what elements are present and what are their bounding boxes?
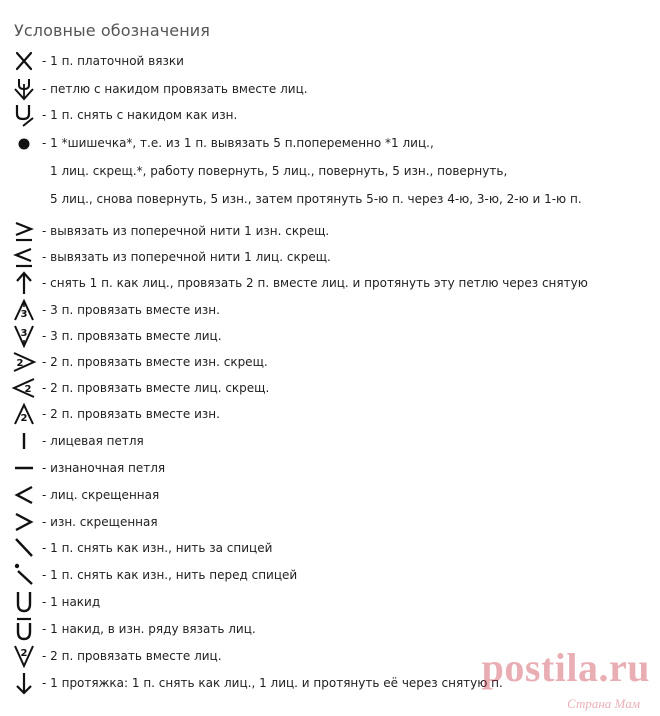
svg-text:3: 3 [20,328,28,339]
legend-item-text: - 1 п. платочной вязки [42,54,184,68]
legend-item [10,244,331,270]
three-together-purl-icon [10,297,38,323]
legend-item-text: - изн. скрещенная [42,515,158,529]
legend-item [10,270,588,296]
legend-item-text: - 1 накид [42,595,101,609]
svg-text:2: 2 [20,648,28,659]
purl-twisted-increase-icon [10,218,38,244]
legend-item-text: - 2 п. провязать вместе лиц. скрещ. [42,381,270,395]
legend-item-text: - 2 п. провязать вместе изн. [42,407,220,421]
legend-item-text: - 2 п. провязать вместе лиц. [42,649,222,663]
legend-item-text: - петлю с накидом провязать вместе лиц. [42,82,308,96]
legend-item [10,130,434,156]
legend-item [10,297,220,323]
purl-twisted-angle-icon [10,509,38,535]
postila-watermark: postila.ru [481,645,650,690]
legend-item [10,670,503,696]
legend-item [10,616,256,642]
legend-item [10,218,329,244]
slip-with-yarnover-purlwise-icon [10,102,38,128]
slip-yarn-back-icon [10,535,38,561]
yarnover-icon [10,589,38,615]
page-title: Условные обозначения [14,21,211,40]
legend-item-text: - 1 протяжка: 1 п. снять как лиц., 1 лиц. и протянуть её через снятую п. [42,676,503,690]
three-together-knit-icon [10,323,38,349]
legend-item [10,375,269,401]
two-together-purl-twisted-icon [10,349,38,375]
crossed-stitch-x-icon [10,48,38,74]
legend-item-text: - лиц. скрещенная [42,488,160,502]
legend-item [10,401,220,427]
legend-item [10,589,100,615]
legend-item [10,535,272,561]
legend-item-text: - 1 п. снять как изн., нить за спицей [42,541,273,555]
loop-with-yarnover-knit-together-icon [10,76,38,102]
knit-twisted-angle-icon [10,482,38,508]
legend-item [10,349,268,375]
legend-item-text: - изнаночная петля [42,461,166,475]
legend-item-text: - 3 п. провязать вместе лиц. [42,329,222,343]
two-together-purl-icon [10,401,38,427]
legend-item-text: - 1 п. снять как изн., нить перед спицей [42,568,298,582]
svg-text:2: 2 [20,413,28,424]
legend-item [10,76,308,102]
knit-twisted-increase-icon [10,244,38,270]
legend-item-text: - вывязать из поперечной нити 1 изн. скрещ. [42,224,330,238]
legend-item-text: - лицевая петля [42,434,144,448]
svg-text:2: 2 [24,384,32,395]
legend-item [10,482,159,508]
legend-item [10,509,158,535]
svg-text:3: 3 [20,309,28,320]
legend-item [10,643,222,669]
two-together-knit-twisted-icon [10,375,38,401]
strana-mam-watermark: Страна Мам [567,696,640,711]
legend-item-text: - снять 1 п. как лиц., провязать 2 п. вместе лиц. и протянуть эту петлю через снятую [42,276,588,290]
bobble-continuation-line: 5 лиц., снова повернуть, 5 изн., затем протянуть 5-ю п. через 4-ю, 3-ю, 2-ю и 1-ю п. [50,192,582,206]
legend-item-text: - 1 *шишечка*, т.е. из 1 п. вывязать 5 п.попеременно *1 лиц., [42,136,434,150]
legend-item [10,455,165,481]
purl-stitch-dash-icon [10,455,38,481]
legend-item-text: - вывязать из поперечной нити 1 лиц. скрещ. [42,250,331,264]
svg-text:2: 2 [16,358,24,369]
legend-item-text: - 1 накид, в изн. ряду вязать лиц. [42,622,256,636]
elongated-stitch-arrow-icon [10,670,38,696]
legend-item [10,428,144,454]
slip-yarn-front-icon [10,562,38,588]
up-arrow-decrease-icon [10,270,38,296]
legend-item [10,48,184,74]
knit-stitch-bar-icon [10,428,38,454]
bobble-continuation-line: 1 лиц. скрещ.*, работу повернуть, 5 лиц., повернуть, 5 изн., повернуть, [50,164,508,178]
two-together-knit-icon [10,643,38,669]
legend-item [10,562,297,588]
legend-item-text: - 3 п. провязать вместе изн. [42,303,220,317]
bobble-dot-icon [10,130,38,156]
legend-item-text: - 1 п. снять с накидом как изн. [42,108,238,122]
legend-item [10,102,237,128]
legend-item-text: - 2 п. провязать вместе изн. скрещ. [42,355,268,369]
legend-item [10,323,222,349]
yarnover-purl-next-row-icon [10,616,38,642]
